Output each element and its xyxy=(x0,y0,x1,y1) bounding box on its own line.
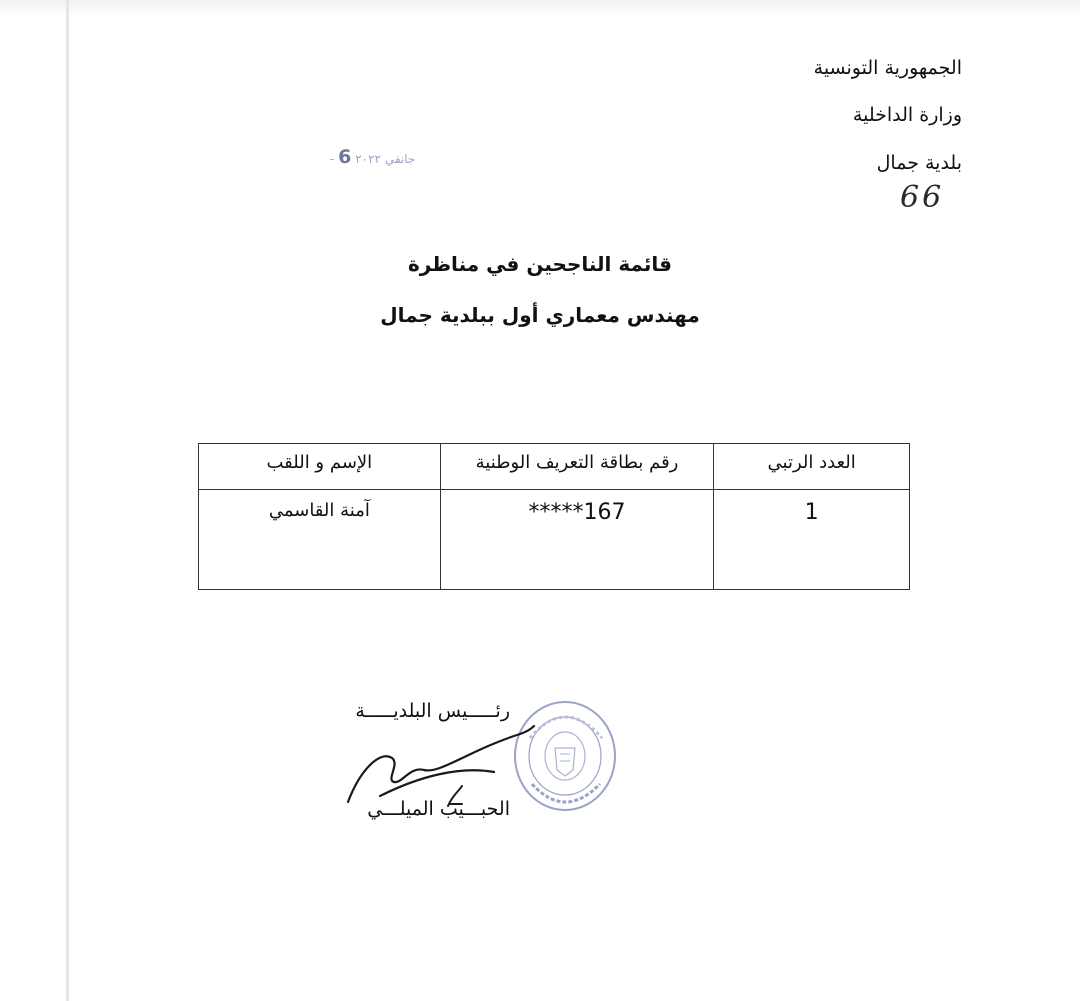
date-stamp xyxy=(330,146,415,168)
header-id-number: رقم بطاقة التعريف الوطنية xyxy=(440,444,714,490)
signature-block xyxy=(300,680,660,850)
header-country: الجمهورية التونسية xyxy=(813,57,962,79)
header-name: الإسم و اللقب xyxy=(199,444,441,490)
results-table xyxy=(198,443,910,590)
signatory-title: رئـــــيس البلديـــــة xyxy=(355,700,510,722)
handwritten-reference-number: 66 xyxy=(900,180,945,215)
table-row xyxy=(199,490,910,590)
header-ministry: وزارة الداخلية xyxy=(852,104,962,126)
header-rank: العدد الرتبي xyxy=(714,444,910,490)
document-subtitle: مهندس معماري أول ببلدية جمال xyxy=(380,303,700,327)
signatory-name: الحبـــيب الميلـــي xyxy=(367,798,510,820)
cell-rank: 1 xyxy=(714,490,910,590)
table-header-row xyxy=(199,444,910,490)
handwritten-signature xyxy=(320,710,540,810)
cell-id-number: *****167 xyxy=(440,490,714,590)
cell-name: آمنة القاسمي xyxy=(199,490,441,590)
page-left-edge xyxy=(66,0,69,1001)
document-title: قائمة الناجحين في مناظرة xyxy=(407,252,673,276)
page-top-shadow xyxy=(0,0,1080,18)
date-stamp-digit: 6 xyxy=(338,146,352,168)
date-stamp-text: - جانفي ٢٠٢٢ xyxy=(330,152,416,166)
header-municipality: بلدية جمال xyxy=(876,152,962,174)
